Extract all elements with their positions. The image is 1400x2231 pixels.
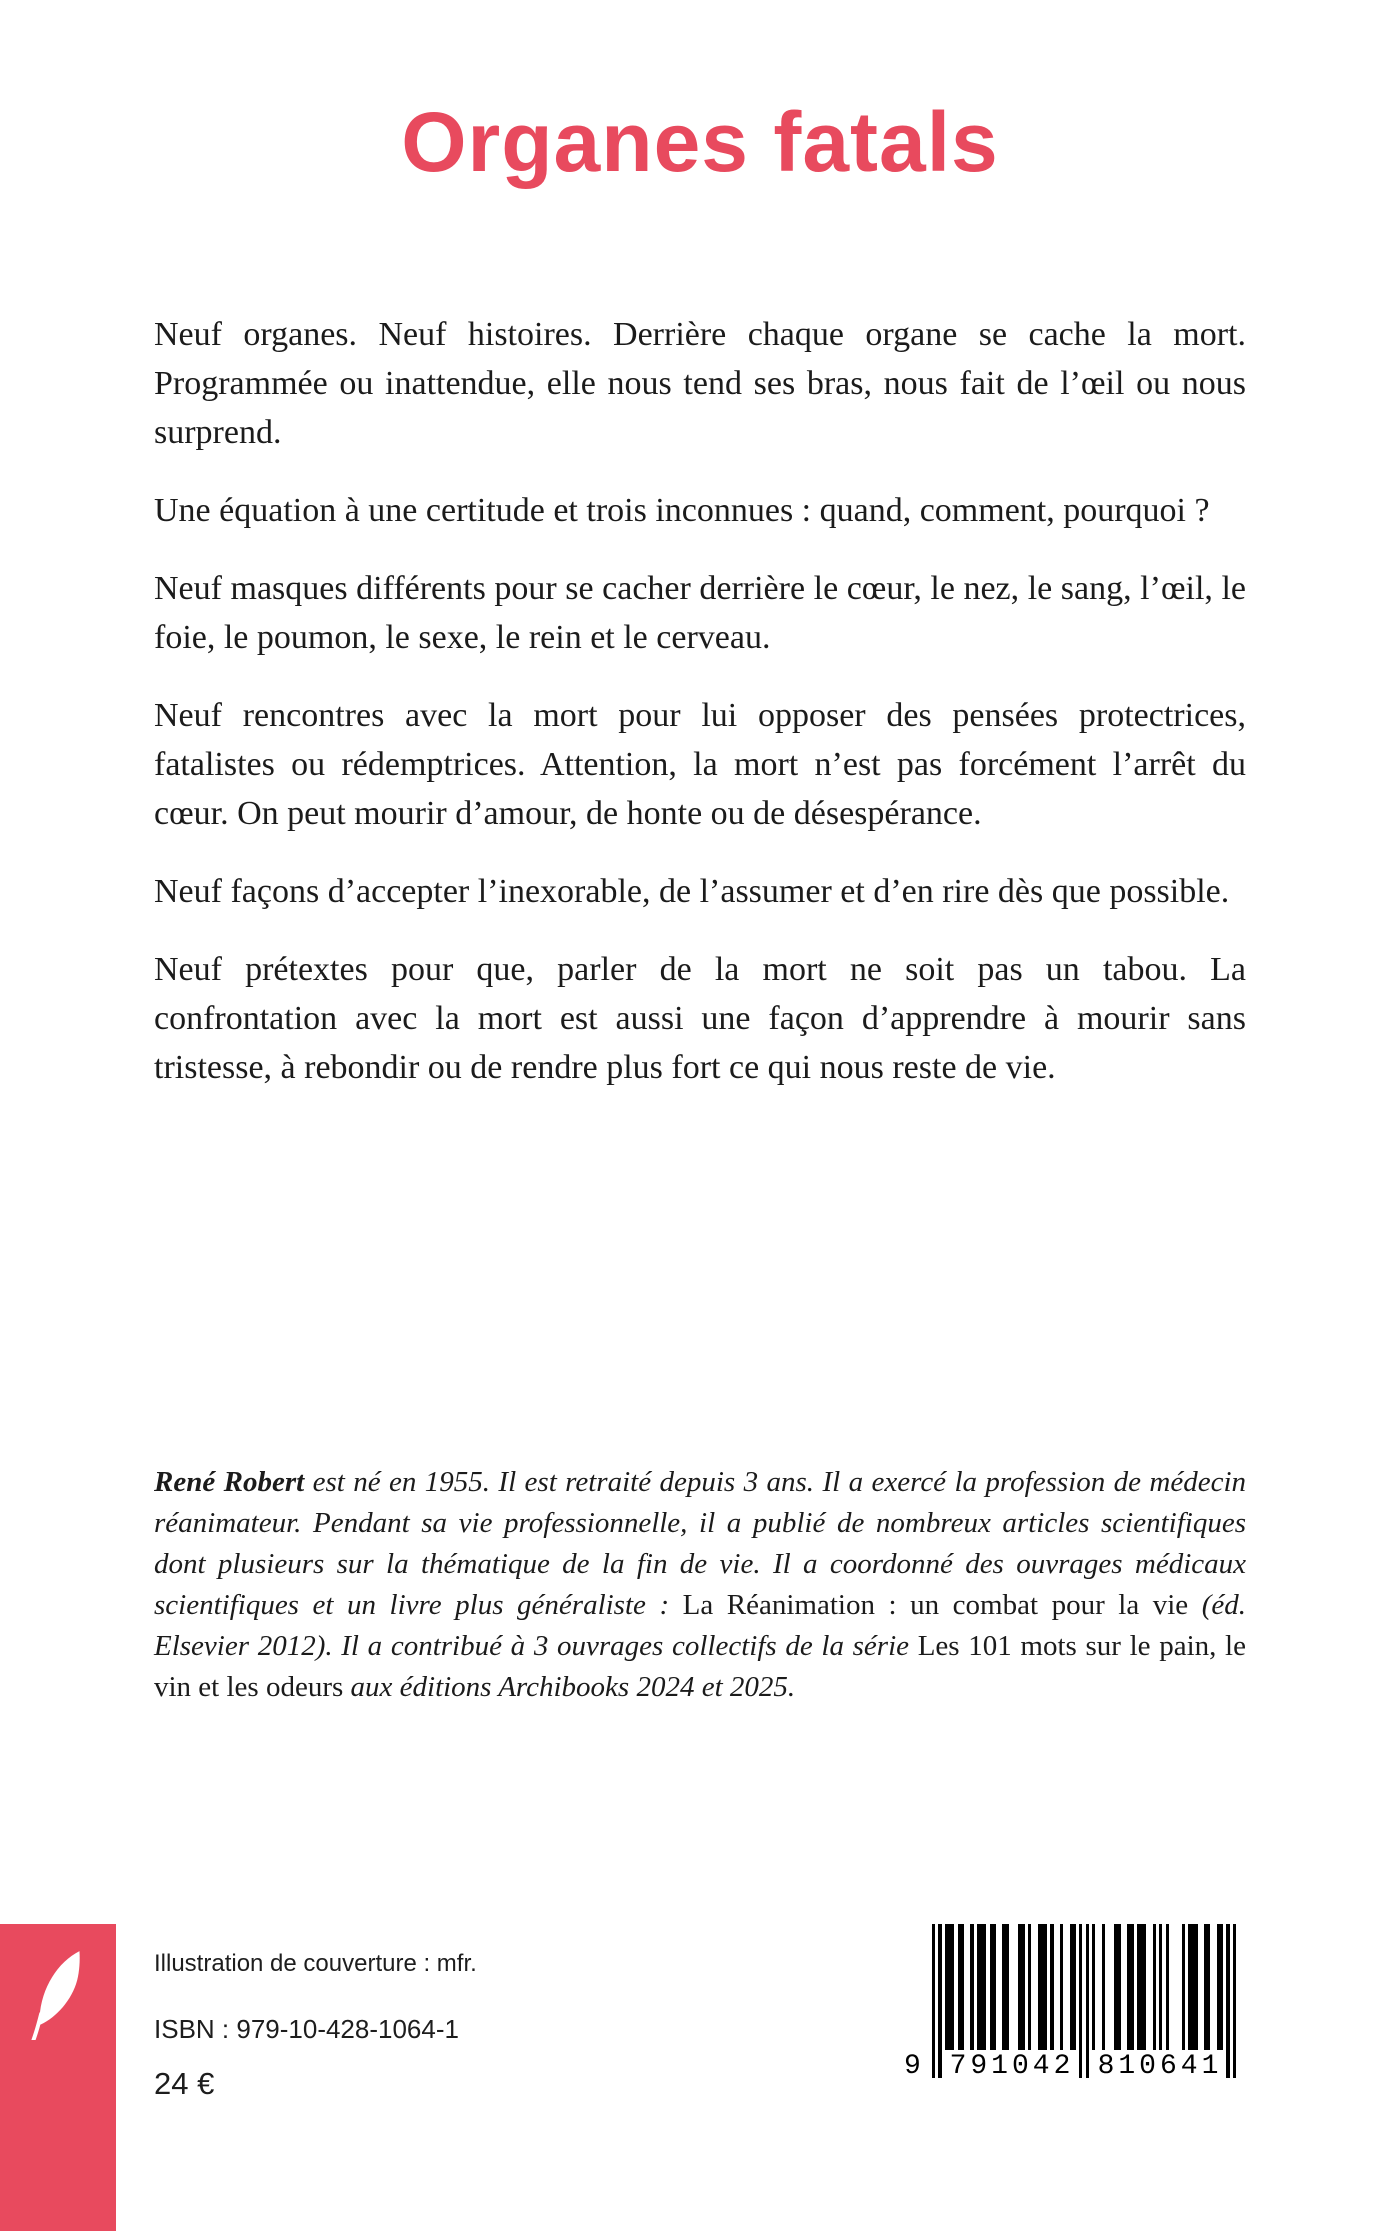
book-title: Organes fatals xyxy=(401,95,999,189)
author-bio xyxy=(154,1462,1246,1708)
barcode-digit-group-3: 810641 xyxy=(1097,2051,1223,2082)
bio-text-1: est né en 1955. Il est retraité depuis 3 ans. Il a exercé la profession de médecin réanimateur. Pendant sa vie professionnelle, il a publié de nombreux articles scientifiques dont plusieurs sur la thématique de la fin de vie. Il a coordonné des ouvrages médicaux scientifiques et un livre plus généraliste : xyxy=(154,1466,1246,1621)
barcode-digit-group-2: 791042 xyxy=(949,2051,1075,2082)
isbn-text: ISBN : 979-10-428-1064-1 xyxy=(154,2014,459,2044)
illustration-credit: Illustration de couverture : mfr. xyxy=(154,1950,477,1977)
bio-book-title-1: La Réanimation : un combat pour la vie xyxy=(682,1589,1202,1621)
back-cover-blurb xyxy=(154,310,1246,1092)
feather-logo-icon xyxy=(27,1948,89,2040)
bio-text-2: (éd. Elsevier 2012). Il a contribué à 3 ouvrages collectifs de la série xyxy=(154,1589,1247,1662)
barcode xyxy=(900,1924,1240,2110)
blurb-paragraph-2: Une équation à une certitude et trois inconnues : quand, comment, pourquoi ? xyxy=(154,492,1210,529)
blurb-paragraph-1: Neuf organes. Neuf histoires. Derrière chaque organe se cache la mort. Programmée ou inattendue, elle nous tend ses bras, nous fait de l’œil ou nous surprend. xyxy=(154,316,1246,451)
blurb-paragraph-6: Neuf prétextes pour que, parler de la mort ne soit pas un tabou. La confrontation avec la mort est aussi une façon d’apprendre à mourir sans tristesse, à rebondir ou de rendre plus fort ce qui nous reste de vie. xyxy=(154,951,1246,1086)
barcode-digit-group-1: 9 xyxy=(904,2051,921,2082)
bio-book-title-2: Les 101 mots sur le pain, le vin et les odeurs xyxy=(154,1630,1246,1703)
publisher-brand-bar xyxy=(0,1924,116,2231)
blurb-paragraph-3: Neuf masques différents pour se cacher derrière le cœur, le nez, le sang, l’œil, le foie, le poumon, le sexe, le rein et le cerveau. xyxy=(154,570,1246,656)
bio-text-3: aux éditions Archibooks 2024 et 2025. xyxy=(350,1671,796,1703)
author-name: René Robert xyxy=(154,1466,305,1498)
blurb-paragraph-5: Neuf façons d’accepter l’inexorable, de l’assumer et d’en rire dès que possible. xyxy=(154,873,1230,910)
blurb-paragraph-4: Neuf rencontres avec la mort pour lui opposer des pensées protectrices, fatalistes ou rédemptrices. Attention, la mort n’est pas forcément l’arrêt du cœur. On peut mourir d’amour, de honte ou de désespérance. xyxy=(154,697,1246,832)
price-text: 24 € xyxy=(154,2066,215,2101)
